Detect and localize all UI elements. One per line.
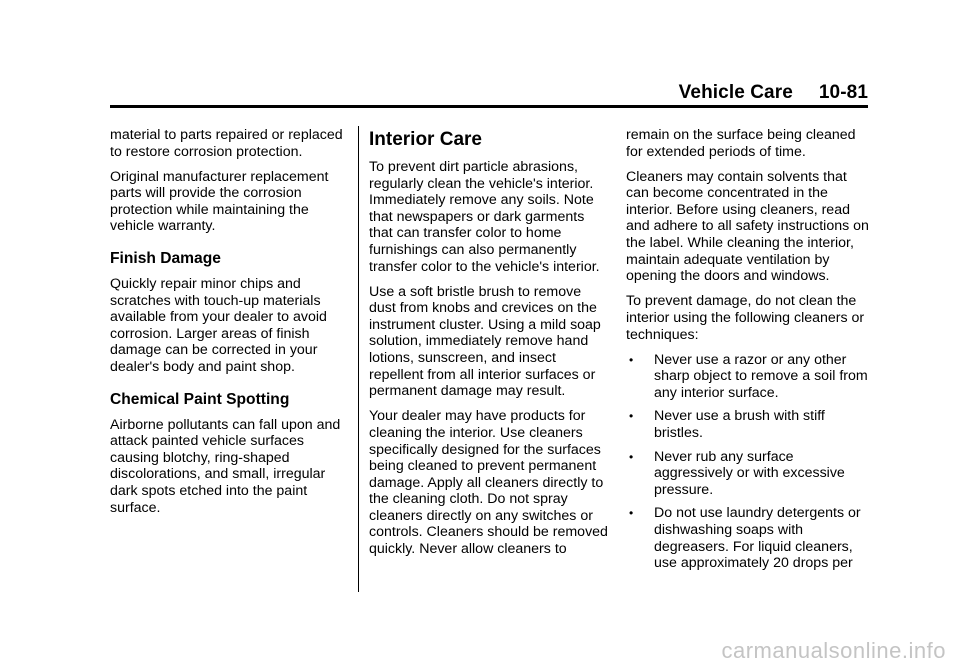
heading-finish-damage: Finish Damage [110, 250, 221, 268]
heading-chemical-paint-spotting: Chemical Paint Spotting [110, 390, 290, 408]
bullet-item [626, 352, 872, 402]
paragraph: remain on the surface being cleaned for extended periods of time. [626, 127, 856, 160]
bullet-text: Never rub any surface aggressively or with excessive pressure. [654, 448, 845, 498]
bullet-text: Never use a brush with stiff bristles. [654, 408, 825, 441]
watermark: carmanualsonline.info [721, 638, 946, 663]
paragraph: To prevent damage, do not clean the interior using the following cleaners or techniques: [626, 293, 865, 343]
header-rule [110, 105, 868, 108]
header-text [679, 82, 868, 104]
bullet-item [626, 449, 872, 499]
bullet-icon: • [629, 409, 634, 424]
column-left [110, 127, 348, 525]
column-right [626, 127, 872, 579]
bullet-icon: • [629, 352, 634, 367]
paragraph: Quickly repair minor chips and scratches with touch-up materials available from your dealer to avoid corrosion. Larger areas of finish damage can be corrected in your dealer's body and paint shop. [110, 276, 327, 376]
page-header [110, 82, 868, 106]
bullet-text: Do not use laundry detergents or dishwashing soaps with degreasers. For liquid cleaners, use approximately 20 drops per [654, 505, 861, 572]
column-divider [358, 126, 359, 592]
heading-interior-care: Interior Care [369, 129, 482, 150]
bullet-icon: • [629, 506, 634, 521]
bullet-icon: • [629, 449, 634, 464]
paragraph: Airborne pollutants can fall upon and attack painted vehicle surfaces causing blotchy, ring-shaped discolorations, and small, irregular dark spots etched into the paint surface. [110, 416, 341, 516]
bullet-item [626, 408, 872, 441]
paragraph: Cleaners may contain solvents that can become concentrated in the interior. Before using cleaners, read and adhere to all safety instructions on the label. While cleaning the interior, maintain adequate ventilation by opening the doors and windows. [626, 168, 869, 285]
paragraph: To prevent dirt particle abrasions, regularly clean the vehicle's interior. Immediately remove any soils. Note that newspapers or dark garments that can transfer color to home furnishings can also permanently transfer color to the vehicle's interior. [369, 159, 600, 275]
paragraph: Your dealer may have products for cleaning the interior. Use cleaners specifically designed for the surfaces being cleaned to prevent permanent damage. Apply all cleaners directly to the cleaning cloth. Do not spray cleaners directly on any switches or controls. Cleaners should be removed quickly. Never allow cleaners to [369, 408, 608, 558]
bullet-text: Never use a razor or any other sharp object to remove a soil from any interior surface. [654, 351, 868, 401]
paragraph: Use a soft bristle brush to remove dust from knobs and crevices on the instrument cluster. Using a mild soap solution, immediately remove hand lotions, sunscreen, and insect repellent from all interior surfaces or permanent damage may result. [369, 283, 601, 400]
page-number: 10-81 [818, 82, 868, 103]
paragraph: material to parts repaired or replaced to restore corrosion protection. [110, 127, 343, 160]
section-title: Vehicle Care [678, 82, 793, 103]
column-middle [369, 127, 609, 566]
paragraph: Original manufacturer replacement parts will provide the corrosion protection while maintaining the vehicle warranty. [110, 168, 329, 235]
bullet-item [626, 505, 872, 571]
